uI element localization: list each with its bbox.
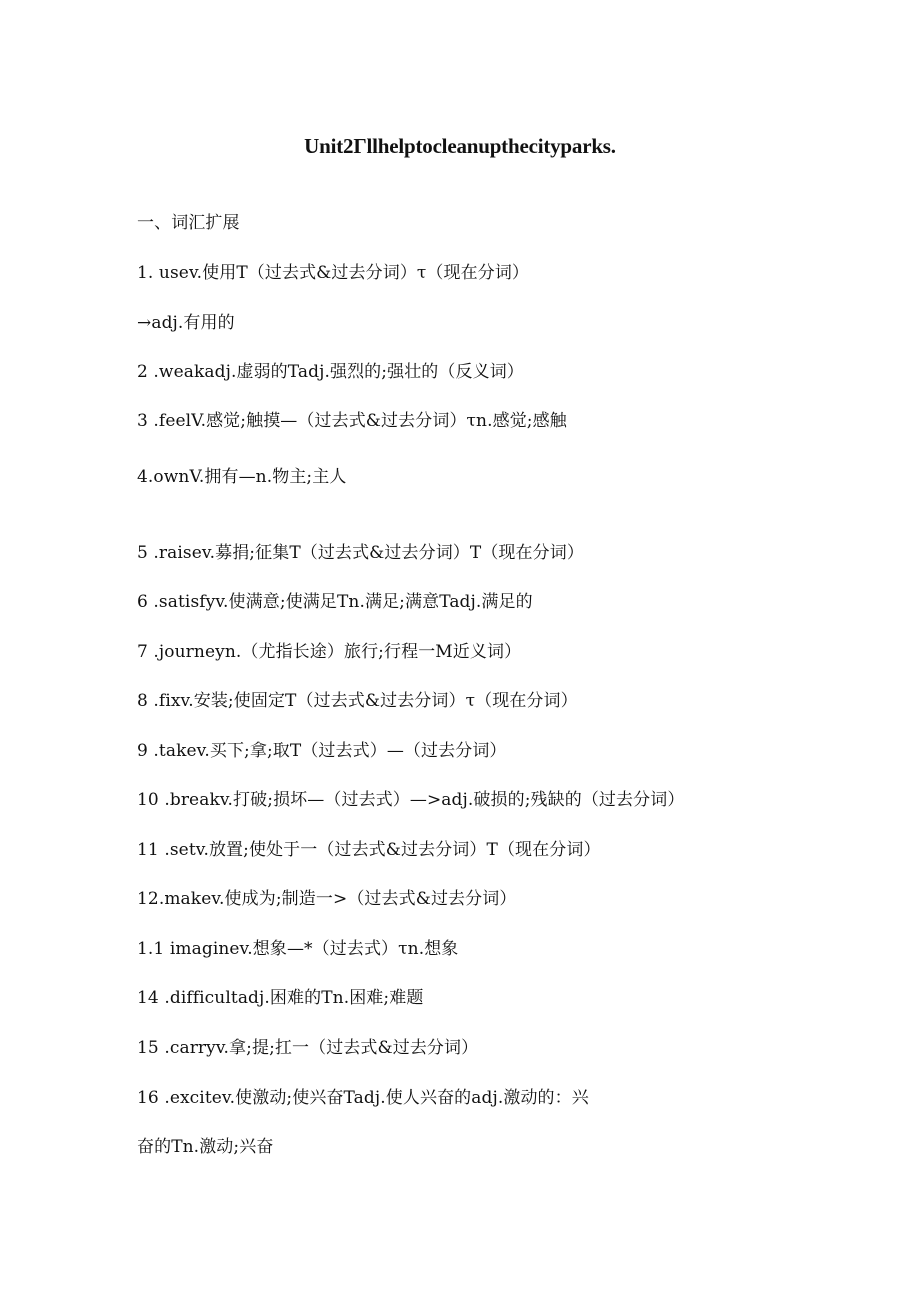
vocab-line-13: 1.1 imaginev.想象—*（过去式）τn.想象	[137, 939, 459, 959]
section-heading: 一、词汇扩展	[137, 213, 240, 233]
vocab-line-5: 5 .raisev.募捐;征集T（过去式&过去分词）T（现在分词）	[137, 543, 584, 563]
vocab-line-11: 11 .setv.放置;使处于一（过去式&过去分词）T（现在分词）	[137, 840, 601, 860]
vocab-line-2: 2 .weakadj.虚弱的Tadj.强烈的;强壮的（反义词）	[137, 362, 524, 382]
vocab-line-3: 3 .feelV.感觉;触摸—（过去式&过去分词）τn.感觉;感触	[137, 411, 567, 431]
vocab-line-12: 12.makev.使成为;制造一>（过去式&过去分词）	[137, 889, 517, 909]
vocab-line-16: 16 .excitev.使激动;使兴奋Tadj.使人兴奋的adj.激动的：兴	[137, 1088, 589, 1108]
vocab-line-10: 10 .breakv.打破;损坏—（过去式）—>adj.破损的;残缺的（过去分词）	[137, 790, 685, 810]
vocab-line-7: 7 .journeyn.（尤指长途）旅行;行程一M近义词）	[137, 642, 522, 662]
vocab-line-4: 4.ownV.拥有—n.物主;主人	[137, 467, 347, 487]
vocab-line-1-cont: →adj.有用的	[137, 313, 235, 333]
vocab-line-15: 15 .carryv.拿;提;扛一（过去式&过去分词）	[137, 1038, 479, 1058]
vocab-line-6: 6 .satisfyv.使满意;使满足Tn.满足;满意Tadj.满足的	[137, 592, 533, 612]
document-title: Unit2Γllhelptocleanupthecityparks.	[304, 134, 616, 158]
vocab-line-16-cont: 奋的Tn.激动;兴奋	[137, 1137, 274, 1157]
vocab-line-9: 9 .takev.买下;拿;取T（过去式）—（过去分词）	[137, 741, 507, 761]
vocab-line-8: 8 .fixv.安装;使固定T（过去式&过去分词）τ（现在分词）	[137, 691, 578, 711]
vocab-line-14: 14 .difficultadj.困难的Tn.困难;难题	[137, 988, 424, 1008]
vocab-line-1: 1. usev.使用T（过去式&过去分词）τ（现在分词）	[137, 263, 530, 283]
